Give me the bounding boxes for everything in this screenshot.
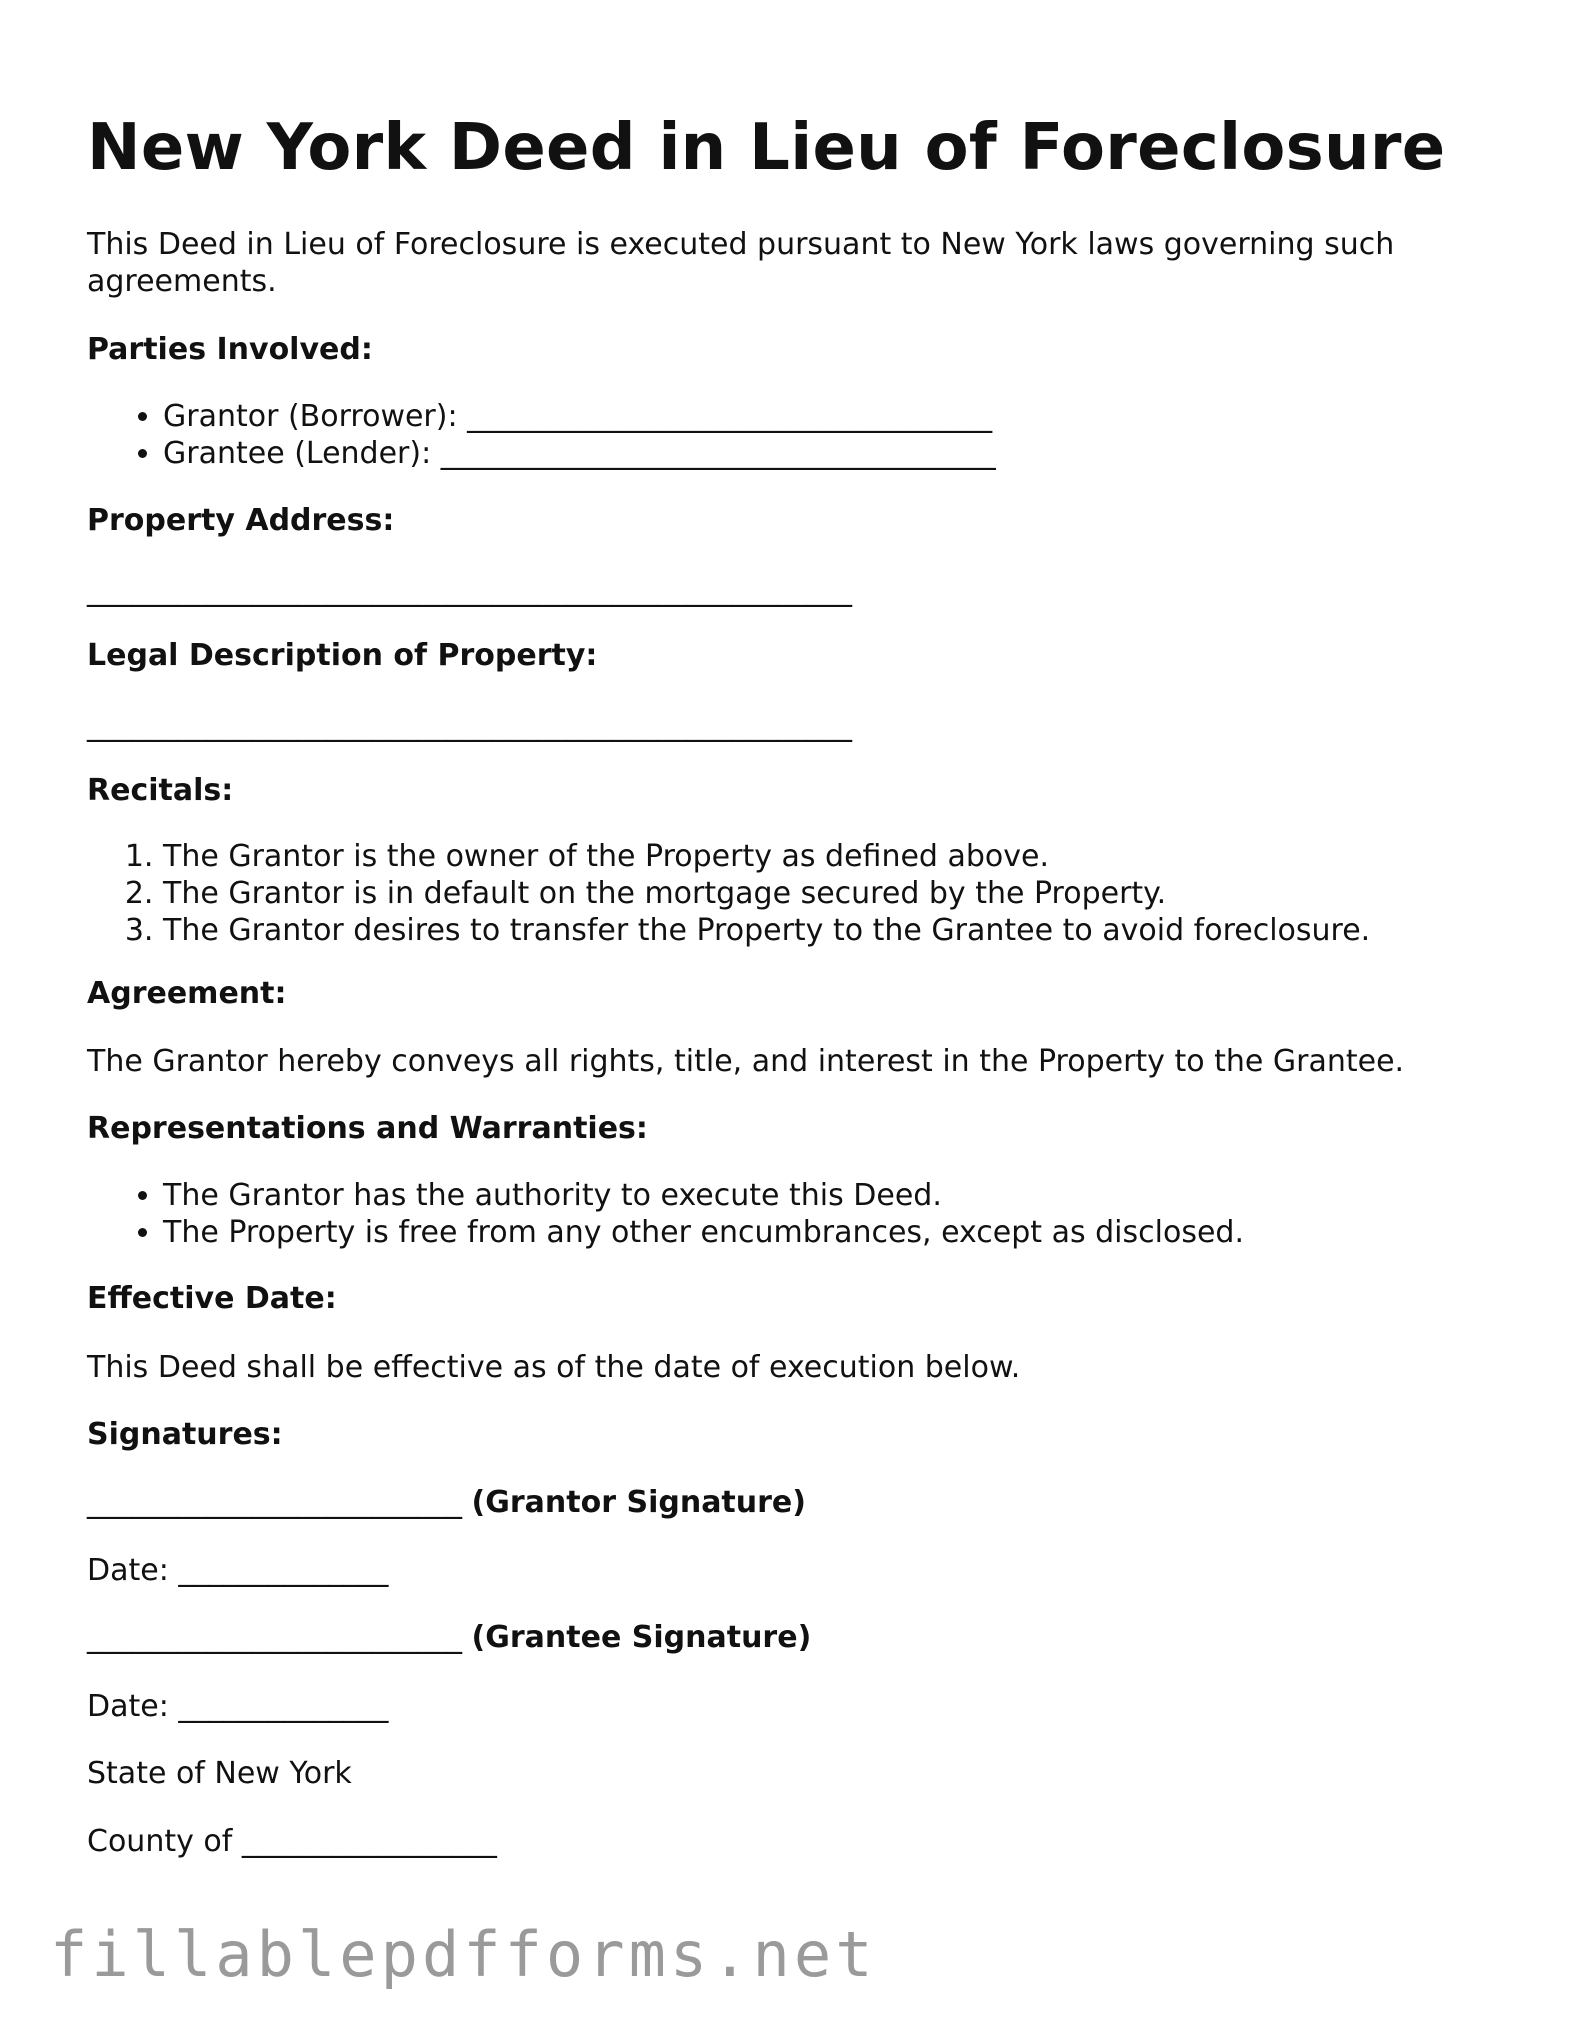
parties-heading: Parties Involved: [87, 332, 373, 367]
signatures-heading: Signatures: [87, 1417, 283, 1452]
grantee-date-field[interactable]: Date: ______________ [87, 1689, 389, 1724]
recital-item: 2. The Grantor is in default on the mortgage secured by the Property. [163, 875, 1370, 912]
agreement-text: The Grantor hereby conveys all rights, title, and interest in the Property to the Grantee. [87, 1044, 1405, 1079]
intro-paragraph: This Deed in Lieu of Foreclosure is executed pursuant to New York laws governing such agreements. [87, 227, 1395, 299]
property-address-heading: Property Address: [87, 503, 395, 538]
notary-county-field[interactable]: County of _________________ [87, 1824, 497, 1859]
property-address-field[interactable]: ___________________________________________________ [87, 573, 852, 608]
effective-date-heading: Effective Date: [87, 1281, 337, 1316]
legal-description-heading: Legal Description of Property: [87, 638, 598, 673]
recitals-heading: Recitals: [87, 773, 234, 808]
grantor-signature-field[interactable]: _________________________ [87, 1485, 462, 1520]
recital-item: 1. The Grantor is the owner of the Property as defined above. [163, 838, 1370, 875]
grantor-signature-row [87, 1484, 806, 1521]
agreement-heading: Agreement: [87, 976, 287, 1011]
grantee-signature-row [87, 1619, 811, 1656]
parties-list [87, 398, 996, 472]
watermark-text: fillablepdfforms.net [50, 1918, 877, 1991]
recital-item: 3. The Grantor desires to transfer the Property to the Grantee to avoid foreclosure. [163, 912, 1370, 949]
grantee-signature-label: (Grantee Signature) [471, 1620, 812, 1655]
grantor-signature-label: (Grantor Signature) [471, 1485, 806, 1520]
representations-list [87, 1177, 1244, 1251]
grantor-date-field[interactable]: Date: ______________ [87, 1553, 389, 1588]
notary-state: State of New York [87, 1756, 352, 1791]
grantee-signature-field[interactable]: _________________________ [87, 1620, 462, 1655]
party-grantor-field[interactable]: • Grantor (Borrower): ___________________________________ [163, 398, 996, 435]
party-grantee-field[interactable]: • Grantee (Lender): _____________________________________ [163, 435, 996, 472]
recitals-list [87, 838, 1370, 949]
representation-item: • The Grantor has the authority to execute this Deed. [163, 1177, 1244, 1214]
document-title: New York Deed in Lieu of Foreclosure [87, 111, 1446, 185]
representations-heading: Representations and Warranties: [87, 1111, 648, 1146]
representation-item: • The Property is free from any other encumbrances, except as disclosed. [163, 1214, 1244, 1251]
effective-date-text: This Deed shall be effective as of the date of execution below. [87, 1350, 1021, 1385]
legal-description-field[interactable]: ___________________________________________________ [87, 708, 852, 743]
